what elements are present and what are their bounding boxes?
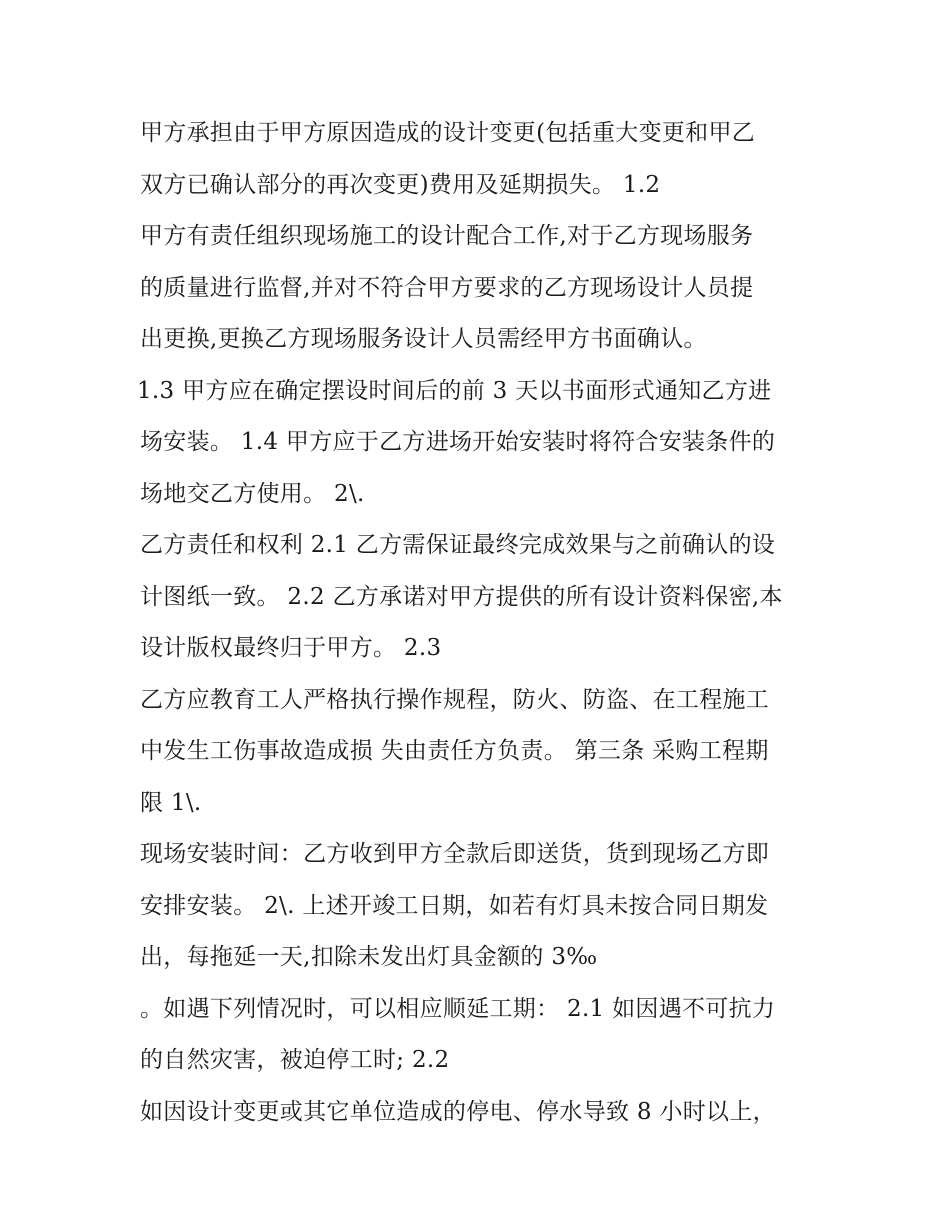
text-line: 场安装。 1.4 甲方应于乙方进场开始安装时将符合安装条件的 (140, 429, 776, 455)
text-line: 甲方承担由于甲方原因造成的设计变更(包括重大变更和甲乙 (140, 120, 756, 146)
text-line: 甲方有责任组织现场施工的设计配合工作,对于乙方现场服务 (140, 223, 754, 249)
text-line: 出更换,更换乙方现场服务设计人员需经甲方书面确认。 (140, 326, 707, 352)
body-text (137, 108, 830, 1138)
text-line: 乙方应教育工人严格执行操作规程，防火、防盗、在工程施工 (140, 686, 770, 713)
text-line: 现场安装时间：乙方收到甲方全款后即送货，货到现场乙方即 (140, 841, 770, 867)
text-line: 中发生工伤事故造成损 失由责任方负责。 第三条 采购工程期 (140, 738, 769, 764)
text-line: 设计版权最终归于甲方。 2.3 (140, 635, 442, 661)
text-line: 1.3 甲方应在确定摆设时间后的前 3 天以书面形式通知乙方进 (137, 377, 772, 404)
text-line: 如因设计变更或其它单位造成的停电、停水导致 8 小时以上， (140, 1098, 776, 1125)
text-line: 双方已确认部分的再次变更)费用及延期损失。 1.2 (140, 171, 661, 198)
text-line: 出，每拖延一天,扣除未发出灯具金额的 3‰ (140, 944, 598, 970)
text-line: 的自然灾害，被迫停工时; 2.2 (140, 1047, 450, 1073)
text-line: 计图纸一致。 2.2 乙方承诺对甲方提供的所有设计资料保密,本 (140, 583, 783, 610)
text-line: 。如遇下列情况时，可以相应顺延工期： 2.1 如因遇不可抗力 (140, 995, 776, 1022)
text-line: 乙方责任和权利 2.1 乙方需保证最终完成效果与之前确认的设 (140, 532, 776, 558)
text-line: 的质量进行监督,并对不符合甲方要求的乙方现场设计人员提 (140, 274, 754, 301)
text-line: 限 1\. (140, 789, 202, 816)
text-line: 场地交乙方使用。 2\. (140, 480, 365, 507)
text-line: 安排安装。 2\. 上述开竣工日期，如若有灯具未按合同日期发 (140, 892, 769, 919)
